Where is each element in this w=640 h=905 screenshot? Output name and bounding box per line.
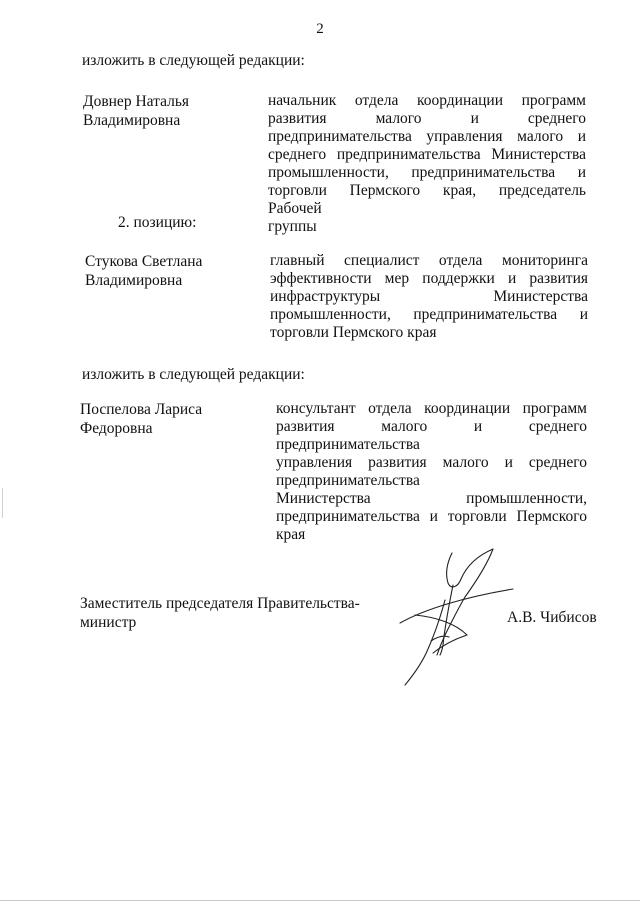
name-line: Владимировна bbox=[83, 112, 181, 129]
description-line: края bbox=[276, 526, 306, 543]
section1-position-description bbox=[268, 92, 586, 236]
section1-person-name bbox=[83, 92, 253, 130]
section1-intro: изложить в следующей редакции: bbox=[82, 52, 305, 69]
signer-name: А.В. Чибисов bbox=[507, 609, 597, 626]
name-line: Стукова Светлана bbox=[85, 253, 203, 270]
description-line: управления развития малого и среднего bbox=[276, 454, 587, 471]
description-line: среднего предпринимательства Министерства bbox=[268, 146, 586, 163]
page-bottom-edge bbox=[0, 900, 640, 901]
description-line: предпринимательства bbox=[276, 472, 420, 489]
description-line: эффективности мер поддержки и развития bbox=[270, 270, 588, 287]
description-line: инфраструктуры Министерства bbox=[270, 288, 588, 305]
section3-intro: изложить в следующей редакции: bbox=[82, 366, 305, 383]
section2-person-name bbox=[85, 252, 255, 290]
description-line: Министерства промышленности, bbox=[276, 490, 587, 507]
description-line: главный специалист отдела мониторинга bbox=[270, 252, 588, 269]
description-line: начальник отдела координации программ bbox=[268, 92, 586, 109]
margin-mark bbox=[2, 488, 3, 518]
description-line: предпринимательства управления малого и bbox=[268, 128, 586, 145]
description-line: предпринимательства bbox=[276, 436, 420, 453]
name-line: Довнер Наталья bbox=[83, 93, 190, 110]
section3-person-name bbox=[80, 400, 250, 438]
description-line: промышленности, предпринимательства и bbox=[270, 306, 588, 323]
description-line: развития малого и среднего bbox=[268, 110, 586, 127]
section2-position-description bbox=[270, 252, 588, 342]
name-line: Владимировна bbox=[85, 272, 183, 289]
signer-title-line: министр bbox=[80, 614, 137, 631]
name-line: Поспелова Лариса bbox=[80, 401, 203, 418]
description-line: группы bbox=[268, 218, 317, 235]
description-line: промышленности, предпринимательства и bbox=[268, 164, 586, 181]
section3-position-description bbox=[276, 400, 587, 544]
signer-title bbox=[80, 594, 360, 632]
description-line: консультант отдела координации программ bbox=[276, 400, 587, 417]
name-line: Федоровна bbox=[80, 420, 153, 437]
handwritten-signature bbox=[395, 545, 525, 690]
description-line: торговли Пермского края bbox=[270, 324, 437, 341]
page-number: 2 bbox=[316, 21, 324, 37]
description-line: развития малого и среднего bbox=[276, 418, 587, 435]
description-line: торговли Пермского края, председатель Рабочей bbox=[268, 182, 586, 217]
signer-title-line: Заместитель председателя Правительства- bbox=[80, 595, 360, 612]
section2-position-label: 2. позицию: bbox=[118, 214, 197, 231]
description-line: предпринимательства и торговли Пермского bbox=[276, 508, 587, 525]
